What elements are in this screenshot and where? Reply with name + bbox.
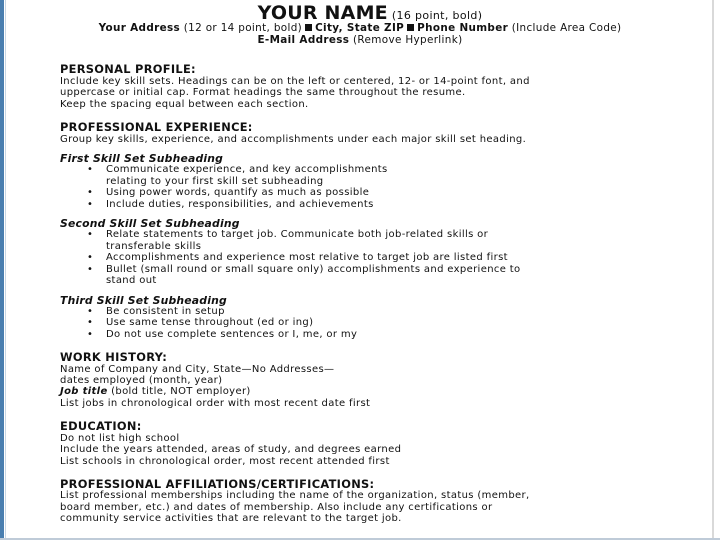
email-note: (Remove Hyperlink) [353,34,463,47]
bullet-list [60,229,660,286]
list-item: • Accomplishments and experience most relative to target job are listed first [87,252,508,264]
phone-note: (Include Area Code) [511,22,622,35]
section-heading-professional-experience: PROFESSIONAL EXPERIENCE: [60,120,253,135]
bullet-icon: • [87,252,94,264]
bullet-icon: • [87,187,94,199]
bullet-list [60,306,660,340]
subheading-third-skill-set: Third Skill Set Subheading [60,293,227,307]
education-line: Do not list high school [60,432,180,444]
work-history-line: dates employed (month, year) [60,375,223,387]
list-item: • Relate statements to target job. Communicate both job-related skills or transferable skills [87,229,489,252]
subheading-first-skill-set: First Skill Set Subheading [60,152,224,166]
list-item: • Communicate experience, and key accomplishments relating to your first skill set subheading [87,164,388,187]
slide-frame-left-inner [5,0,6,540]
slide-frame-left [0,0,4,540]
city-state-zip: City, State ZIP [315,22,405,35]
profile-line: uppercase or initial cap. Format headings the same throughout the resume. [60,87,466,99]
bullet-icon: • [87,328,94,340]
section-heading-affiliations: PROFESSIONAL AFFILIATIONS/CERTIFICATIONS: [60,476,375,491]
bullet-icon: • [87,305,94,317]
square-bullet-icon [407,24,414,31]
bullet-icon: • [87,198,94,210]
bullet-list [60,164,660,210]
list-item: • Be consistent in setup [87,305,225,317]
bullet-icon: • [87,317,94,329]
slide-frame-right [712,0,714,540]
address-note: (12 or 14 point, bold) [183,22,303,35]
work-history-line: List jobs in chronological order with most recent date first [60,397,371,409]
job-title-label: Job title [60,386,108,398]
section-heading-work-history: WORK HISTORY: [60,350,168,365]
address-label: Your Address [98,22,181,35]
list-item: • Using power words, quantify as much as possible [87,187,370,199]
affiliations-line: board member, etc.) and dates of membership. Also include any certifications or [60,501,493,513]
section-heading-education: EDUCATION: [60,419,142,434]
affiliations-line: List professional memberships including the name of the organization, status (member, [60,490,530,502]
list-item: • Bullet (small round or small square only) accomplishments and experience to stand out [87,263,521,287]
resume-name: YOUR NAME [257,2,388,24]
education-line: List schools in chronological order, most recent attended first [60,455,390,467]
resume-page [60,2,660,538]
phone-label: Phone Number [417,22,509,35]
bullet-icon: • [87,229,94,241]
name-line [80,2,660,24]
subheading-second-skill-set: Second Skill Set Subheading [60,217,240,231]
list-item: • Use same tense throughout (ed or ing) [87,317,314,329]
education-line: Include the years attended, areas of study, and degrees earned [60,444,402,456]
experience-intro: Group key skills, experience, and accomplishments under each major skill set heading. [60,133,527,145]
job-title-line [60,386,660,397]
square-bullet-icon [305,24,312,31]
name-note: (16 point, bold) [391,9,483,22]
profile-line: Include key skill sets. Headings can be on the left or centered, 12- or 14-point font, and [60,75,530,87]
affiliations-line: community service activities that are relevant to the target job. [60,513,402,525]
bullet-icon: • [87,164,94,176]
address-line [60,22,660,34]
bullet-icon: • [87,263,94,275]
work-history-line: Name of Company and City, State—No Addresses— [60,363,335,375]
email-line [60,34,660,46]
profile-line: Keep the spacing equal between each section. [60,98,309,110]
job-title-note: (bold title, NOT employer) [111,386,251,398]
list-item: • Do not use complete sentences or I, me, or my [87,328,358,340]
list-item: • Include duties, responsibilities, and achievements [87,198,374,210]
section-heading-personal-profile: PERSONAL PROFILE: [60,62,196,77]
email-label: E-Mail Address [257,34,350,47]
